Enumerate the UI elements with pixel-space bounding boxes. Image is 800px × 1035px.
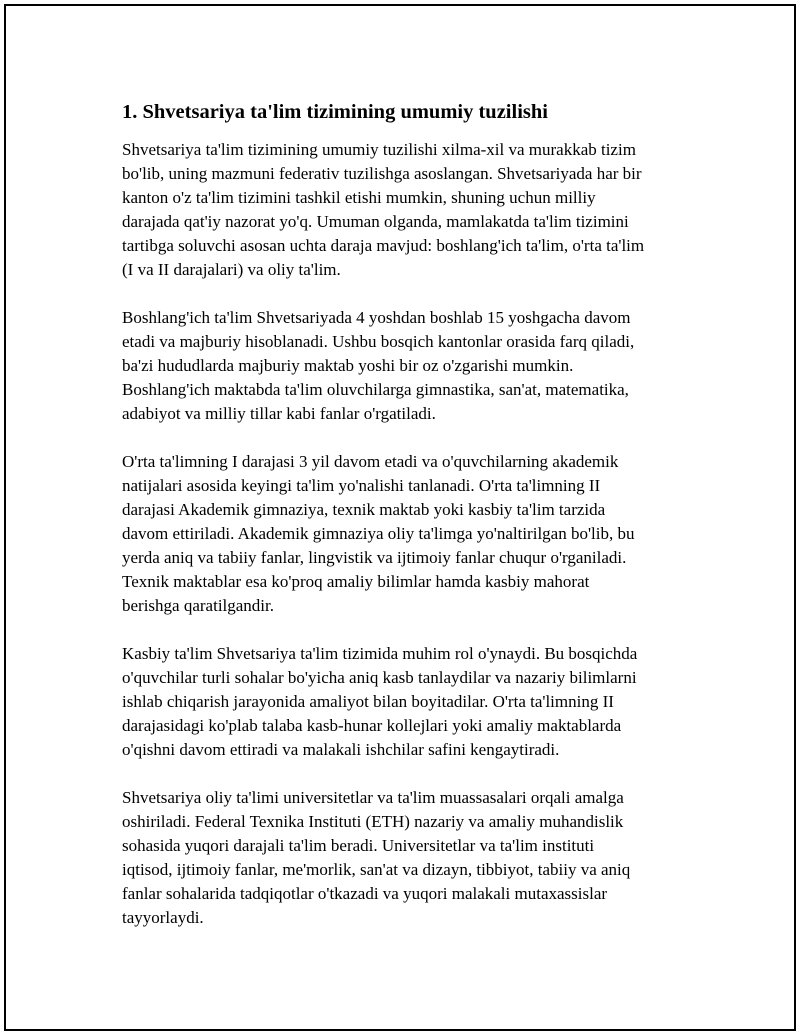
text-line: natijalari asosida keyingi ta'lim yo'nalishi tanlanadi. O'rta ta'limning II [122,476,601,495]
page-title: 1. Shvetsariya ta'lim tizimining umumiy tuzilishi [122,101,548,123]
text-line: ishlab chiqarish jarayonida amaliyot bilan boyitadilar. O'rta ta'limning II [122,692,614,711]
text-line: oshiriladi. Federal Texnika Instituti (ETH) nazariy va amaliy muhandislik [122,812,624,831]
paragraph-primary-education [122,306,702,426]
text-line: iqtisod, ijtimoiy fanlar, me'morlik, san'at va dizayn, tibbiyot, tabiiy va aniq [122,860,631,879]
text-line: (I va II darajalari) va oliy ta'lim. [122,260,341,279]
text-line: tayyorlaydi. [122,908,204,927]
text-line: darajasi Akademik gimnaziya, texnik maktab yoki kasbiy ta'lim tarzida [122,500,606,519]
text-line: ba'zi hududlarda majburiy maktab yoshi bir oz o'zgarishi mumkin. [122,356,574,375]
text-line: Shvetsariya ta'lim tizimining umumiy tuzilishi xilma-xil va murakkab tizim [122,140,636,159]
text-line: etadi va majburiy hisoblanadi. Ushbu bosqich kantonlar orasida farq qiladi, [122,332,635,351]
text-line: darajada qat'iy nazorat yo'q. Umuman olganda, mamlakatda ta'lim tizimini [122,212,629,231]
text-line: tartibga soluvchi asosan uchta daraja mavjud: boshlang'ich ta'lim, o'rta ta'lim [122,236,645,255]
text-line: davom ettiriladi. Akademik gimnaziya oliy ta'limga yo'naltirilgan bo'lib, bu [122,524,635,543]
text-line: yerda aniq va tabiiy fanlar, lingvistik va ijtimoiy fanlar chuqur o'rganiladi. [122,548,627,567]
text-line: fanlar sohalarida tadqiqotlar o'tkazadi va yuqori malakali mutaxassislar [122,884,608,903]
text-line: Shvetsariya oliy ta'limi universitetlar va ta'lim muassasalari orqali amalga [122,788,624,807]
document-body [122,98,702,954]
text-line: berishga qaratilgandir. [122,596,275,615]
paragraph-overview [122,138,702,282]
text-line: o'quvchilar turli sohalar bo'yicha aniq kasb tanlaydilar va nazariy bilimlarni [122,668,637,687]
text-line: Kasbiy ta'lim Shvetsariya ta'lim tizimida muhim rol o'ynaydi. Bu bosqichda [122,644,638,663]
text-line: kanton o'z ta'lim tizimini tashkil etishi mumkin, shuning uchun milliy [122,188,596,207]
text-line: o'qishni davom ettiradi va malakali ishchilar safini kengaytiradi. [122,740,560,759]
paragraph-higher-education [122,786,702,930]
text-line: O'rta ta'limning I darajasi 3 yil davom etadi va o'quvchilarning akademik [122,452,619,471]
text-line: adabiyot va milliy tillar kabi fanlar o'rgatiladi. [122,404,436,423]
text-line: darajasidagi ko'plab talaba kasb-hunar kollejlari yoki amaliy maktablarda [122,716,622,735]
page-border [4,4,796,1031]
paragraph-secondary-education [122,450,702,618]
text-line: bo'lib, uning mazmuni federativ tuzilishga asoslangan. Shvetsariyada har bir [122,164,642,183]
text-line: Texnik maktablar esa ko'proq amaliy bilimlar hamda kasbiy mahorat [122,572,590,591]
text-line: Boshlang'ich ta'lim Shvetsariyada 4 yoshdan boshlab 15 yoshgacha davom [122,308,631,327]
paragraph-vocational-education [122,642,702,762]
text-line: Boshlang'ich maktabda ta'lim oluvchilarga gimnastika, san'at, matematika, [122,380,629,399]
text-line: sohasida yuqori darajali ta'lim beradi. Universitetlar va ta'lim instituti [122,836,595,855]
